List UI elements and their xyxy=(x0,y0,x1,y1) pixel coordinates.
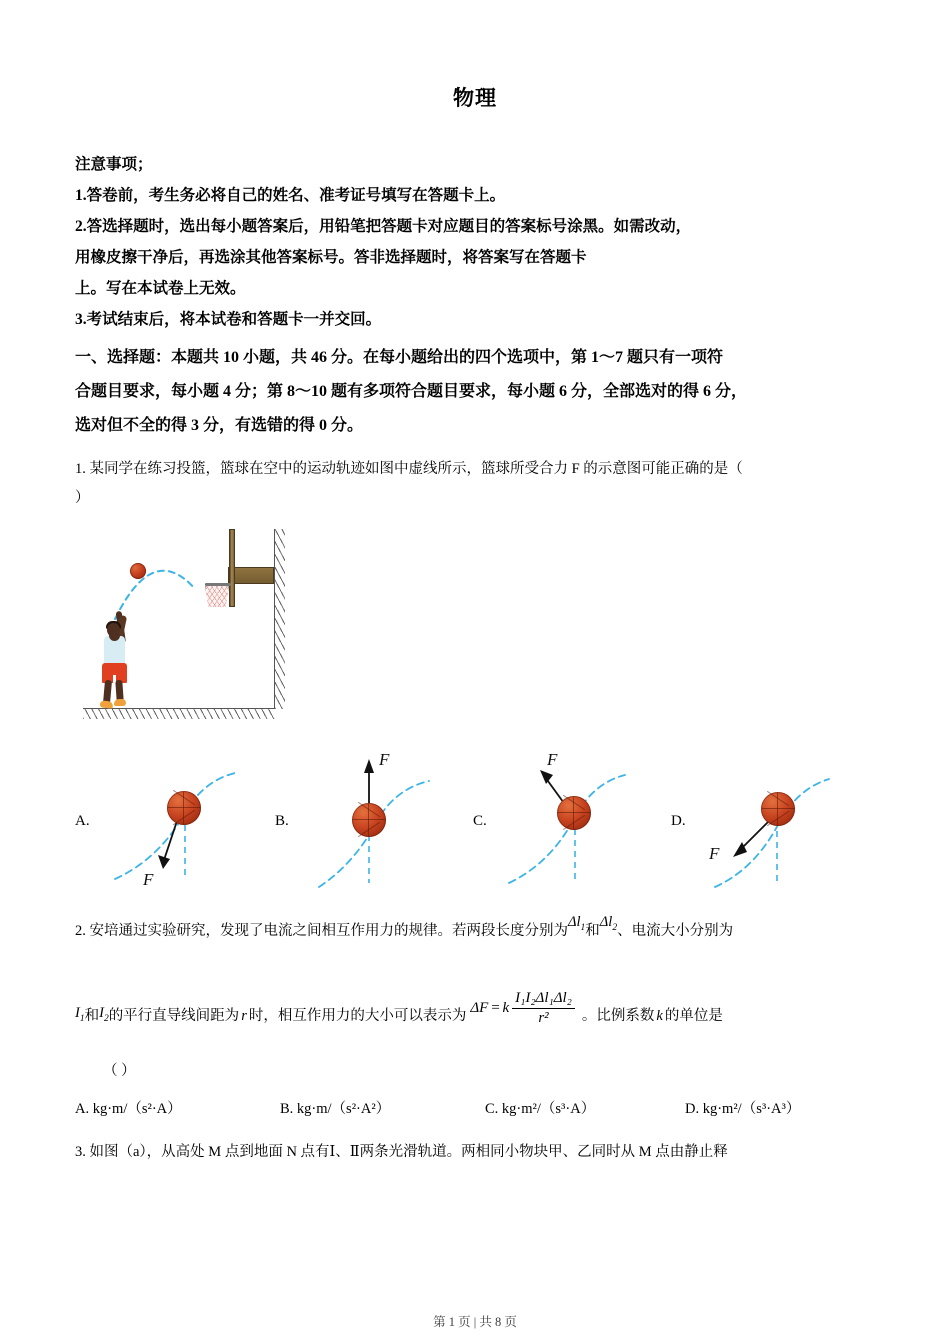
question-2 xyxy=(75,914,875,1122)
question-2-stem-line-1 xyxy=(75,914,875,952)
notice-line-4: 上。写在本试卷上无效。 xyxy=(75,280,246,297)
option-c-diagram xyxy=(495,751,673,901)
option-b-vectors-icon xyxy=(297,751,475,901)
question-1-option-b[interactable] xyxy=(275,751,475,901)
formula-denominator: r² xyxy=(538,1010,549,1027)
option-a-letter: A. xyxy=(75,813,90,829)
option-c-ball-icon xyxy=(557,796,591,830)
question-1-stem-line-1: 1. 某同学在练习投篮，篮球在空中的运动轨迹如图中虚线所示，篮球所受合力 F 的示意图可能正确的是（ xyxy=(75,461,743,477)
current-i2-symbol: $I_2$ xyxy=(99,1005,109,1025)
basketball-player-icon xyxy=(97,613,145,708)
question-2-stem-text-e: 。比例系数 xyxy=(581,1008,655,1025)
notice-line-3: 用橡皮擦干净后，再选涂其他答案标号。答非选择题时，将答案写在答题卡 xyxy=(75,249,587,266)
notice-heading: 注意事项； xyxy=(75,156,153,173)
formula-coefficient: k xyxy=(502,1000,510,1017)
svg-text:F: F xyxy=(709,844,720,863)
option-d-letter: D. xyxy=(671,813,686,829)
formula-lhs: ΔF xyxy=(470,1000,489,1017)
notice-line-2: 2.答选择题时，选出每小题答案后，用铅笔把答题卡对应题目的答案标号涂黑。如需改动， xyxy=(75,218,692,235)
svg-text:F: F xyxy=(379,751,390,769)
question-2-stem-text-d: 时，相互作用力的大小可以表示为 xyxy=(248,1008,467,1025)
question-2-option-b[interactable]: B. kg·m/（s²·A²） xyxy=(280,1101,391,1118)
delta-l1-symbol: $\Delta l_1$ xyxy=(568,914,586,933)
question-2-answer-paren: （ ） xyxy=(103,1063,136,1080)
delta-l2-symbol: $\Delta l_2$ xyxy=(599,914,618,933)
question-2-stem-text-f: 的单位是 xyxy=(664,1008,723,1025)
formula-equals: = xyxy=(490,1000,501,1017)
section-one-line-2: 合题目要求，每小题 4 分；第 8～10 题有多项符合题目要求，每小题 6 分，全部选对的得 6 分， xyxy=(75,383,748,400)
basketball-in-flight-icon xyxy=(130,563,146,579)
question-1-options xyxy=(75,751,875,901)
option-b-diagram xyxy=(297,751,475,901)
question-1-option-c[interactable] xyxy=(473,751,673,901)
option-a-ball-icon xyxy=(167,791,201,825)
question-1-option-a[interactable] xyxy=(75,751,275,901)
question-2-options xyxy=(75,1096,875,1122)
player-jersey xyxy=(104,636,125,666)
page-title: 物理 xyxy=(453,86,497,110)
distance-r-symbol: r xyxy=(241,1008,247,1025)
question-2-and: 和 xyxy=(84,1008,100,1025)
section-one-line-1: 一、选择题：本题共 10 小题，共 46 分。在每小题给出的四个选项中，第 1～7 题只有一项符 xyxy=(75,349,724,366)
option-d-ball-icon xyxy=(761,792,795,826)
question-1 xyxy=(75,455,875,901)
ampere-force-formula xyxy=(470,990,578,1028)
constant-k-symbol: k xyxy=(656,1008,663,1025)
option-d-vectors-icon xyxy=(693,751,871,901)
question-2-option-a[interactable]: A. kg·m/（s²·A） xyxy=(75,1101,182,1118)
notice-line-5: 3.考试结束后，将本试卷和答题卡一并交回。 xyxy=(75,311,382,328)
question-2-stem-text-c: 的平行直导线间距为 xyxy=(108,1008,240,1025)
page-footer: 第 1 页 | 共 8 页 xyxy=(433,1315,517,1329)
question-2-option-c[interactable]: C. kg·m²/（s³·A） xyxy=(485,1101,596,1118)
option-b-ball-icon xyxy=(352,803,386,837)
option-c-letter: C. xyxy=(473,813,487,829)
question-2-option-d[interactable]: D. kg·m²/（s³·A³） xyxy=(685,1101,801,1118)
option-a-diagram xyxy=(97,751,275,901)
current-i1-symbol: $I_1$ xyxy=(75,1005,85,1025)
formula-numerator: I₁I₂Δl₁Δl₂ xyxy=(512,990,575,1009)
section-one-header xyxy=(75,341,875,443)
player-shoe-right xyxy=(114,699,126,706)
notice-line-1: 1.答卷前，考生务必将自己的姓名、准考证号填写在答题卡上。 xyxy=(75,187,506,204)
option-b-letter: B. xyxy=(275,813,289,829)
question-2-stem-line-2 xyxy=(75,989,875,1036)
basketball-shooting-figure xyxy=(83,527,293,727)
question-2-stem-text-a: 2. 安培通过实验研究，发现了电流之间相互作用力的规律。若两段长度分别为 xyxy=(75,923,568,939)
notice-block xyxy=(75,149,875,335)
option-d-diagram xyxy=(693,751,871,901)
question-3 xyxy=(75,1138,875,1167)
option-a-vectors-icon xyxy=(97,751,275,901)
question-1-stem-line-2: ） xyxy=(75,490,90,506)
question-3-stem-line-1: 3. 如图（a），从高处 M 点到地面 N 点有Ⅰ、Ⅱ两条光滑轨道。两相同小物块甲、乙同时从 M 点由静止释 xyxy=(75,1144,728,1161)
section-one-line-3: 选对但不全的得 3 分，有选错的得 0 分。 xyxy=(75,417,364,434)
question-1-option-d[interactable] xyxy=(671,751,871,901)
player-shoe-left xyxy=(100,700,114,708)
svg-text:F: F xyxy=(143,870,154,889)
formula-fraction xyxy=(512,990,575,1028)
svg-text:F: F xyxy=(547,751,558,769)
question-2-stem-text-b: 、电流大小分别为 xyxy=(617,923,734,939)
question-2-stem-mid: 和 xyxy=(585,923,600,939)
